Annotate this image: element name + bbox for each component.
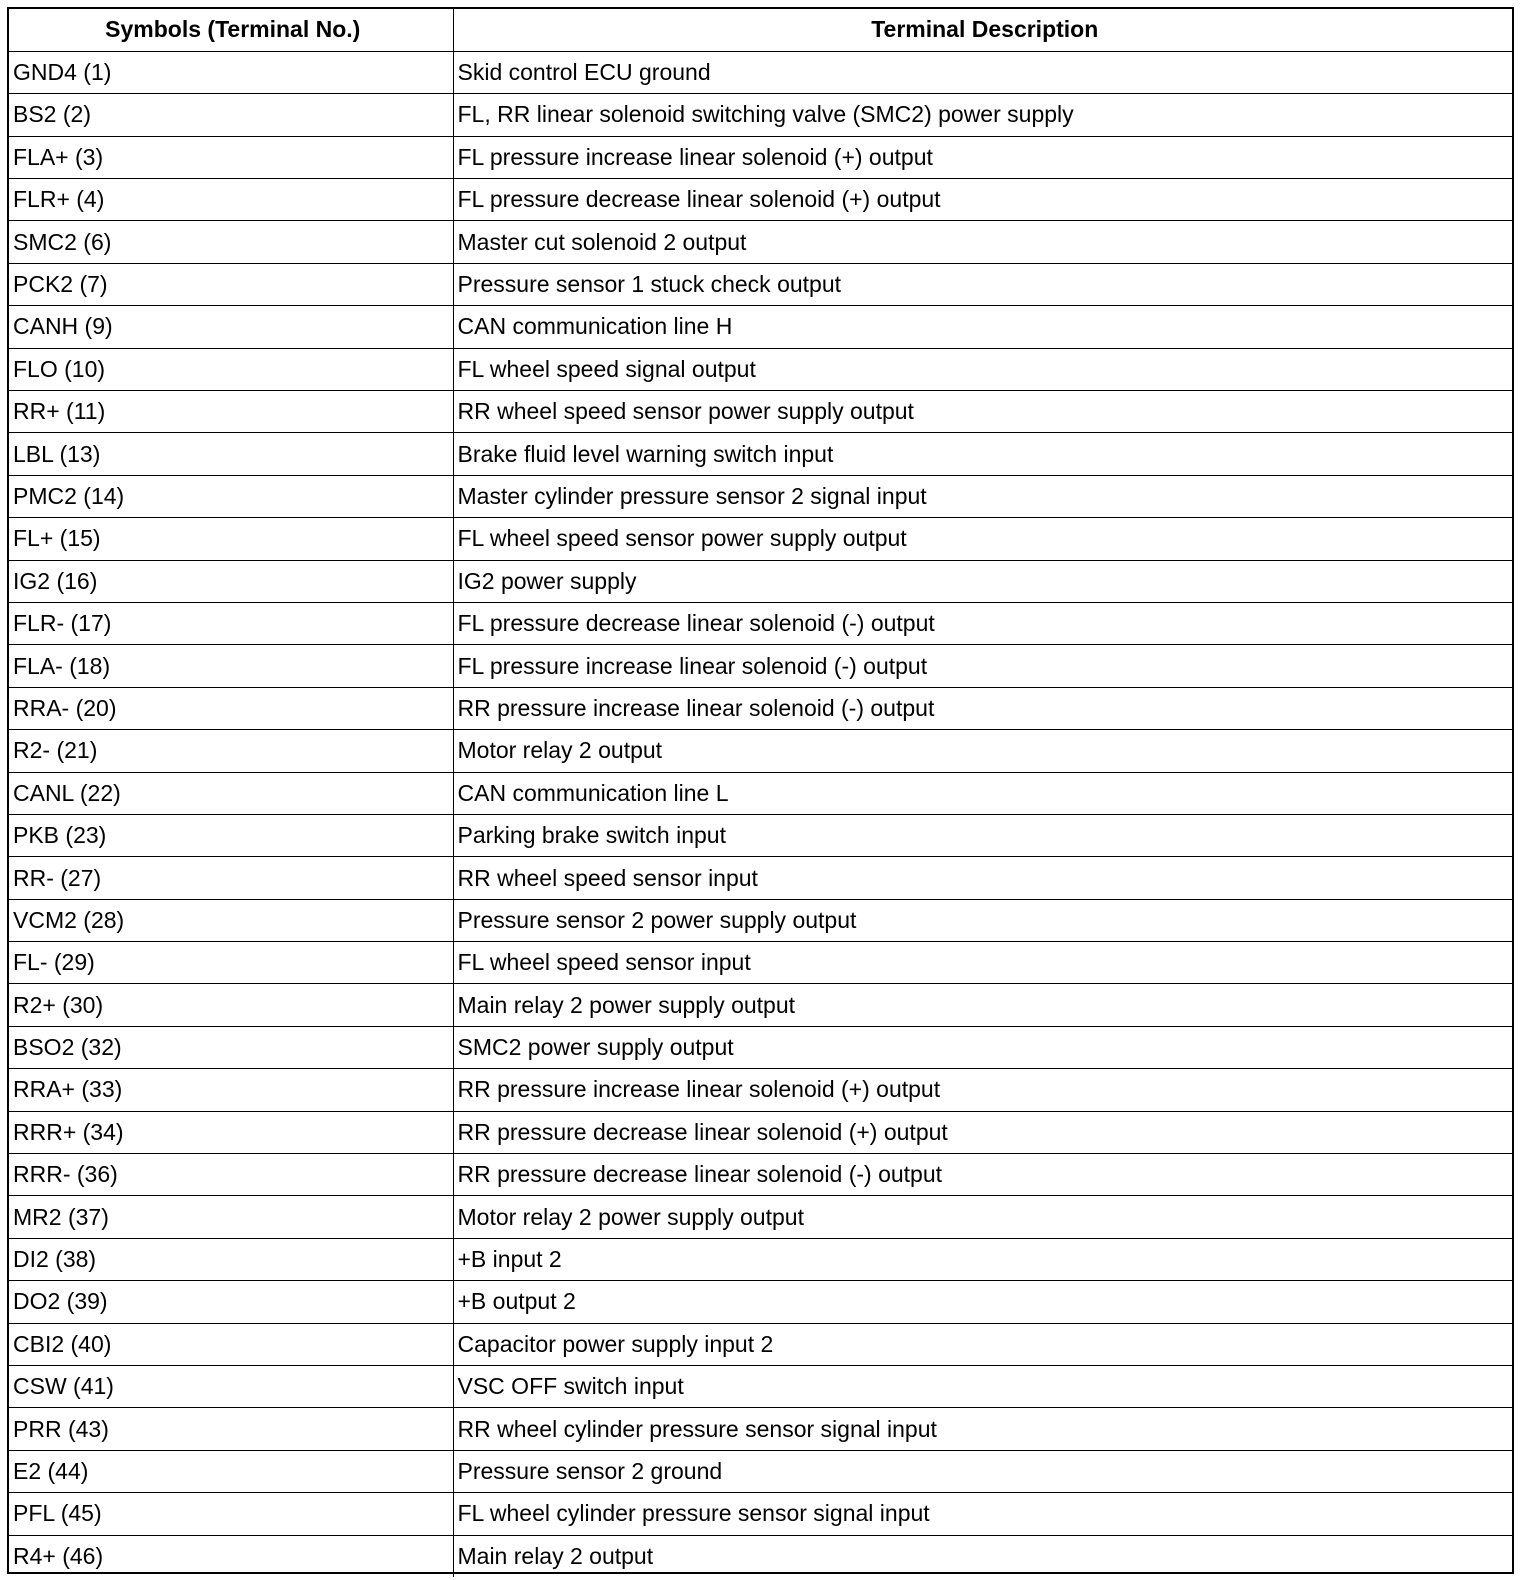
terminal-description-cell: RR wheel speed sensor input [453, 857, 1512, 899]
terminal-description-cell: FL wheel cylinder pressure sensor signal input [453, 1493, 1512, 1535]
terminal-description-cell: RR pressure increase linear solenoid (+) output [453, 1069, 1512, 1111]
table-row [9, 772, 1512, 814]
terminal-symbol-cell: PFL (45) [9, 1493, 453, 1535]
terminal-symbol-cell: DO2 (39) [9, 1281, 453, 1323]
terminal-description-cell: Brake fluid level warning switch input [453, 433, 1512, 475]
terminal-symbol-cell: CANH (9) [9, 306, 453, 348]
header-symbols: Symbols (Terminal No.) [9, 9, 453, 51]
terminal-description-cell: Capacitor power supply input 2 [453, 1323, 1512, 1365]
table-row [9, 687, 1512, 729]
terminal-symbol-cell: IG2 (16) [9, 560, 453, 602]
table-row [9, 221, 1512, 263]
terminal-description-cell: FL pressure decrease linear solenoid (+) output [453, 179, 1512, 221]
terminal-symbol-cell: CSW (41) [9, 1366, 453, 1408]
terminal-description-cell: Pressure sensor 2 power supply output [453, 899, 1512, 941]
terminal-symbol-cell: E2 (44) [9, 1450, 453, 1492]
table-row [9, 857, 1512, 899]
terminal-description-cell: FL, RR linear solenoid switching valve (SMC2) power supply [453, 94, 1512, 136]
terminal-symbol-cell: RRA- (20) [9, 687, 453, 729]
terminal-description-cell: FL pressure decrease linear solenoid (-) output [453, 602, 1512, 644]
terminal-symbol-cell: RR- (27) [9, 857, 453, 899]
terminal-description-cell: Pressure sensor 1 stuck check output [453, 263, 1512, 305]
terminal-symbol-cell: FLO (10) [9, 348, 453, 390]
terminal-symbol-cell: PKB (23) [9, 814, 453, 856]
table-row [9, 1281, 1512, 1323]
table-body [9, 51, 1512, 1577]
table-row [9, 433, 1512, 475]
terminal-description-cell: Pressure sensor 2 ground [453, 1450, 1512, 1492]
terminal-symbol-cell: FLA+ (3) [9, 136, 453, 178]
table-row [9, 179, 1512, 221]
header-description: Terminal Description [453, 9, 1512, 51]
terminal-symbol-cell: CBI2 (40) [9, 1323, 453, 1365]
table-row [9, 645, 1512, 687]
terminal-description-cell: Parking brake switch input [453, 814, 1512, 856]
terminal-description-cell: FL wheel speed sensor power supply output [453, 518, 1512, 560]
table-header [9, 9, 1512, 51]
terminal-symbol-cell: CANL (22) [9, 772, 453, 814]
terminal-symbol-cell: LBL (13) [9, 433, 453, 475]
table-row [9, 1450, 1512, 1492]
table-row [9, 1408, 1512, 1450]
table-row [9, 984, 1512, 1026]
terminal-symbol-cell: VCM2 (28) [9, 899, 453, 941]
table-row [9, 1026, 1512, 1068]
terminal-symbol-cell: GND4 (1) [9, 51, 453, 93]
table-row [9, 1366, 1512, 1408]
terminal-description-cell: CAN communication line H [453, 306, 1512, 348]
terminal-description-cell: Motor relay 2 output [453, 730, 1512, 772]
terminal-description-cell: RR pressure increase linear solenoid (-) output [453, 687, 1512, 729]
terminal-description-cell: RR wheel cylinder pressure sensor signal input [453, 1408, 1512, 1450]
terminal-symbol-cell: R2+ (30) [9, 984, 453, 1026]
terminal-symbol-cell: RRA+ (33) [9, 1069, 453, 1111]
table-row [9, 1154, 1512, 1196]
terminal-symbol-cell: R2- (21) [9, 730, 453, 772]
table-row [9, 306, 1512, 348]
table-row [9, 814, 1512, 856]
terminal-description-cell: Motor relay 2 power supply output [453, 1196, 1512, 1238]
table-row [9, 602, 1512, 644]
terminal-symbol-cell: BSO2 (32) [9, 1026, 453, 1068]
terminal-description-cell: RR wheel speed sensor power supply output [453, 391, 1512, 433]
terminal-symbol-cell: MR2 (37) [9, 1196, 453, 1238]
table-row [9, 475, 1512, 517]
terminal-description-cell: Skid control ECU ground [453, 51, 1512, 93]
table-row [9, 1196, 1512, 1238]
terminal-symbol-cell: SMC2 (6) [9, 221, 453, 263]
table-row [9, 730, 1512, 772]
table-row [9, 94, 1512, 136]
terminal-description-cell: IG2 power supply [453, 560, 1512, 602]
terminal-symbol-cell: PRR (43) [9, 1408, 453, 1450]
terminal-description-cell: CAN communication line L [453, 772, 1512, 814]
terminal-symbol-cell: R4+ (46) [9, 1535, 453, 1577]
terminal-symbol-cell: PCK2 (7) [9, 263, 453, 305]
terminal-symbol-cell: FLA- (18) [9, 645, 453, 687]
table-row [9, 1323, 1512, 1365]
terminal-symbol-cell: FL- (29) [9, 942, 453, 984]
table-row [9, 263, 1512, 305]
terminal-symbol-cell: FL+ (15) [9, 518, 453, 560]
terminal-symbol-cell: RRR- (36) [9, 1154, 453, 1196]
table-row [9, 1493, 1512, 1535]
terminal-description-cell: SMC2 power supply output [453, 1026, 1512, 1068]
table-row [9, 899, 1512, 941]
table-row [9, 1535, 1512, 1577]
terminal-description-cell: FL wheel speed sensor input [453, 942, 1512, 984]
header-row [9, 9, 1512, 51]
terminal-description-cell: +B input 2 [453, 1238, 1512, 1280]
table-row [9, 942, 1512, 984]
table-row [9, 1111, 1512, 1153]
table-row [9, 1069, 1512, 1111]
table-row [9, 348, 1512, 390]
terminal-symbol-cell: RRR+ (34) [9, 1111, 453, 1153]
terminal-symbol-cell: DI2 (38) [9, 1238, 453, 1280]
table-row [9, 518, 1512, 560]
terminal-description-cell: Master cut solenoid 2 output [453, 221, 1512, 263]
terminal-description-cell: Master cylinder pressure sensor 2 signal input [453, 475, 1512, 517]
terminal-description-cell: RR pressure decrease linear solenoid (-) output [453, 1154, 1512, 1196]
table-row [9, 136, 1512, 178]
terminal-symbol-cell: RR+ (11) [9, 391, 453, 433]
terminal-description-cell: Main relay 2 output [453, 1535, 1512, 1577]
terminal-symbol-cell: FLR- (17) [9, 602, 453, 644]
terminal-table [9, 9, 1512, 1577]
terminal-description-cell: FL pressure increase linear solenoid (-) output [453, 645, 1512, 687]
terminal-description-cell: FL wheel speed signal output [453, 348, 1512, 390]
terminal-description-cell: Main relay 2 power supply output [453, 984, 1512, 1026]
table-row [9, 560, 1512, 602]
table-row [9, 1238, 1512, 1280]
terminal-table-container [7, 7, 1514, 1574]
table-row [9, 51, 1512, 93]
terminal-symbol-cell: PMC2 (14) [9, 475, 453, 517]
terminal-description-cell: RR pressure decrease linear solenoid (+) output [453, 1111, 1512, 1153]
terminal-description-cell: VSC OFF switch input [453, 1366, 1512, 1408]
terminal-description-cell: +B output 2 [453, 1281, 1512, 1323]
terminal-symbol-cell: FLR+ (4) [9, 179, 453, 221]
table-row [9, 391, 1512, 433]
terminal-description-cell: FL pressure increase linear solenoid (+) output [453, 136, 1512, 178]
terminal-symbol-cell: BS2 (2) [9, 94, 453, 136]
